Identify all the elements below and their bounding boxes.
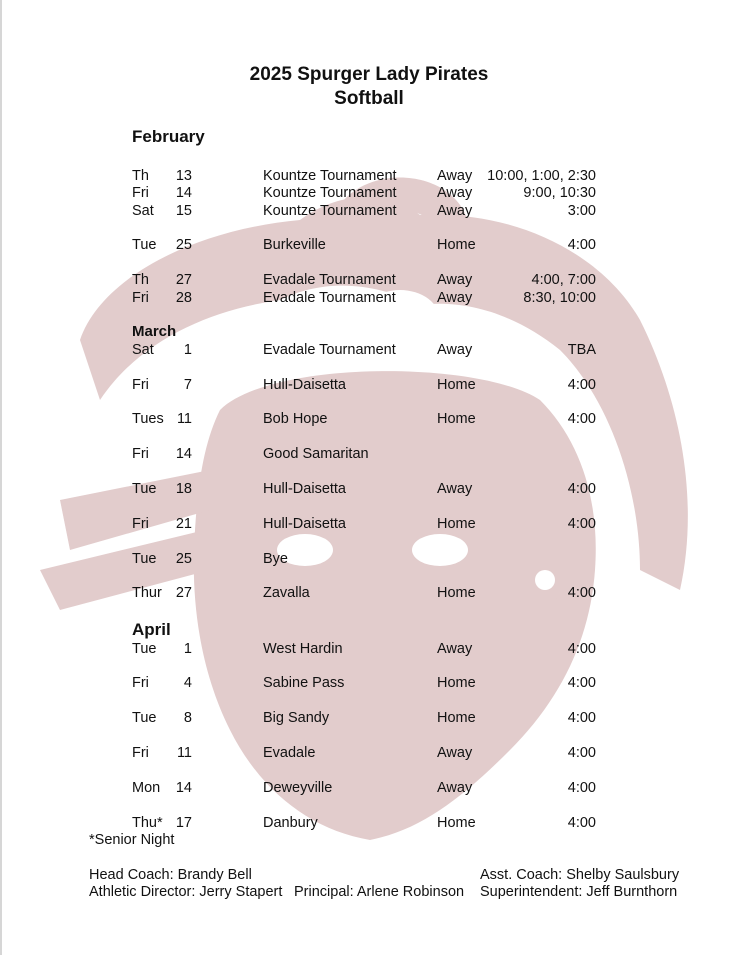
game-date: 15 (175, 203, 192, 219)
game-opponent: Zavalla (263, 585, 310, 601)
game-opponent: Kountze Tournament (263, 185, 397, 201)
game-location: Away (437, 745, 473, 761)
game-date: 27 (175, 585, 192, 601)
game-day: Sat (132, 203, 154, 219)
game-opponent: Evadale Tournament (263, 342, 396, 358)
game-time: 4:00 (567, 815, 596, 831)
game-time: 4:00 (567, 481, 596, 497)
game-time: 3:00 (567, 203, 596, 219)
game-date: 8 (183, 710, 192, 726)
game-day: Thur (132, 585, 162, 601)
game-opponent: Kountze Tournament (263, 203, 397, 219)
game-date: 18 (175, 481, 192, 497)
game-date: 1 (183, 342, 192, 358)
game-location: Home (437, 585, 476, 601)
game-time: 9:00, 10:30 (523, 185, 596, 201)
game-location: Away (437, 342, 473, 358)
game-opponent: Good Samaritan (263, 446, 369, 462)
game-location: Home (437, 516, 476, 532)
game-day: Thu* (132, 815, 163, 831)
game-time: 4:00 (567, 745, 596, 761)
game-date: 4 (183, 675, 192, 691)
game-date: 17 (175, 815, 192, 831)
game-opponent: Hull-Daisetta (263, 516, 346, 532)
game-opponent: Bye (263, 551, 288, 567)
game-time: 4:00 (567, 377, 596, 393)
game-opponent: Sabine Pass (263, 675, 345, 691)
game-day: Th (132, 272, 149, 288)
game-time: 4:00 (567, 780, 596, 796)
game-day: Sat (132, 342, 154, 358)
game-location: Home (437, 237, 476, 253)
game-day: Tue (132, 481, 157, 497)
game-time: 10:00, 1:00, 2:30 (487, 168, 596, 184)
game-date: 25 (175, 551, 192, 567)
game-location: Away (437, 641, 473, 657)
game-time: 4:00 (567, 516, 596, 532)
page-title: 2025 Spurger Lady Pirates (249, 64, 489, 85)
superintendent: Superintendent: Jeff Burnthorn (480, 884, 678, 900)
game-date: 27 (175, 272, 192, 288)
game-location: Away (437, 780, 473, 796)
game-day: Fri (132, 675, 149, 691)
game-day: Tue (132, 551, 157, 567)
game-date: 11 (176, 745, 192, 761)
game-opponent: Danbury (263, 815, 318, 831)
game-day: Tue (132, 237, 157, 253)
game-time: 4:00 (567, 237, 596, 253)
month-heading-april: April (132, 620, 171, 639)
game-date: 25 (175, 237, 192, 253)
game-time: 4:00 (567, 710, 596, 726)
athletic-director: Athletic Director: Jerry Stapert (89, 884, 283, 900)
game-location: Home (437, 710, 476, 726)
game-location: Away (437, 272, 473, 288)
game-day: Tue (132, 710, 157, 726)
senior-night-note: *Senior Night (89, 832, 175, 848)
game-location: Away (437, 185, 473, 201)
game-time: 4:00 (567, 675, 596, 691)
game-date: 21 (175, 516, 192, 532)
game-day: Tues (132, 411, 164, 427)
game-time: 4:00, 7:00 (531, 272, 596, 288)
game-day: Tue (132, 641, 157, 657)
game-time: 4:00 (567, 585, 596, 601)
game-opponent: Evadale Tournament (263, 290, 396, 306)
game-opponent: West Hardin (263, 641, 343, 657)
asst-coach: Asst. Coach: Shelby Saulsbury (480, 867, 680, 883)
game-day: Fri (132, 516, 149, 532)
game-day: Fri (132, 745, 149, 761)
month-heading-february: February (132, 127, 205, 146)
principal: Principal: Arlene Robinson (294, 884, 465, 900)
game-location: Away (437, 168, 473, 184)
game-opponent: Deweyville (263, 780, 333, 796)
game-time: 4:00 (567, 411, 596, 427)
game-time: 8:30, 10:00 (523, 290, 596, 306)
game-opponent: Hull-Daisetta (263, 481, 346, 497)
game-location: Away (437, 290, 473, 306)
game-time: TBA (567, 342, 596, 358)
game-day: Th (132, 168, 149, 184)
game-day: Fri (132, 446, 149, 462)
game-opponent: Evadale (263, 745, 316, 761)
game-day: Fri (132, 185, 149, 201)
game-date: 7 (183, 377, 192, 393)
page-subtitle: Softball (334, 88, 404, 109)
page-edge (0, 0, 2, 955)
game-opponent: Kountze Tournament (263, 168, 397, 184)
game-date: 14 (175, 446, 192, 462)
game-date: 14 (175, 780, 192, 796)
game-location: Home (437, 815, 476, 831)
game-date: 11 (176, 411, 192, 427)
head-coach: Head Coach: Brandy Bell (89, 867, 252, 883)
game-date: 13 (175, 168, 192, 184)
game-opponent: Hull-Daisetta (263, 377, 346, 393)
game-time: 4:00 (567, 641, 596, 657)
game-opponent: Evadale Tournament (263, 272, 396, 288)
game-location: Away (437, 481, 473, 497)
game-location: Home (437, 675, 476, 691)
game-date: 28 (175, 290, 192, 306)
game-location: Home (437, 377, 476, 393)
game-opponent: Bob Hope (263, 411, 328, 427)
game-opponent: Big Sandy (263, 710, 330, 726)
game-day: Fri (132, 377, 149, 393)
month-heading-march: March (132, 323, 177, 340)
game-location: Away (437, 203, 473, 219)
game-opponent: Burkeville (263, 237, 326, 253)
game-location: Home (437, 411, 476, 427)
game-date: 14 (175, 185, 192, 201)
game-date: 1 (183, 641, 192, 657)
game-day: Mon (132, 780, 161, 796)
game-day: Fri (132, 290, 149, 306)
